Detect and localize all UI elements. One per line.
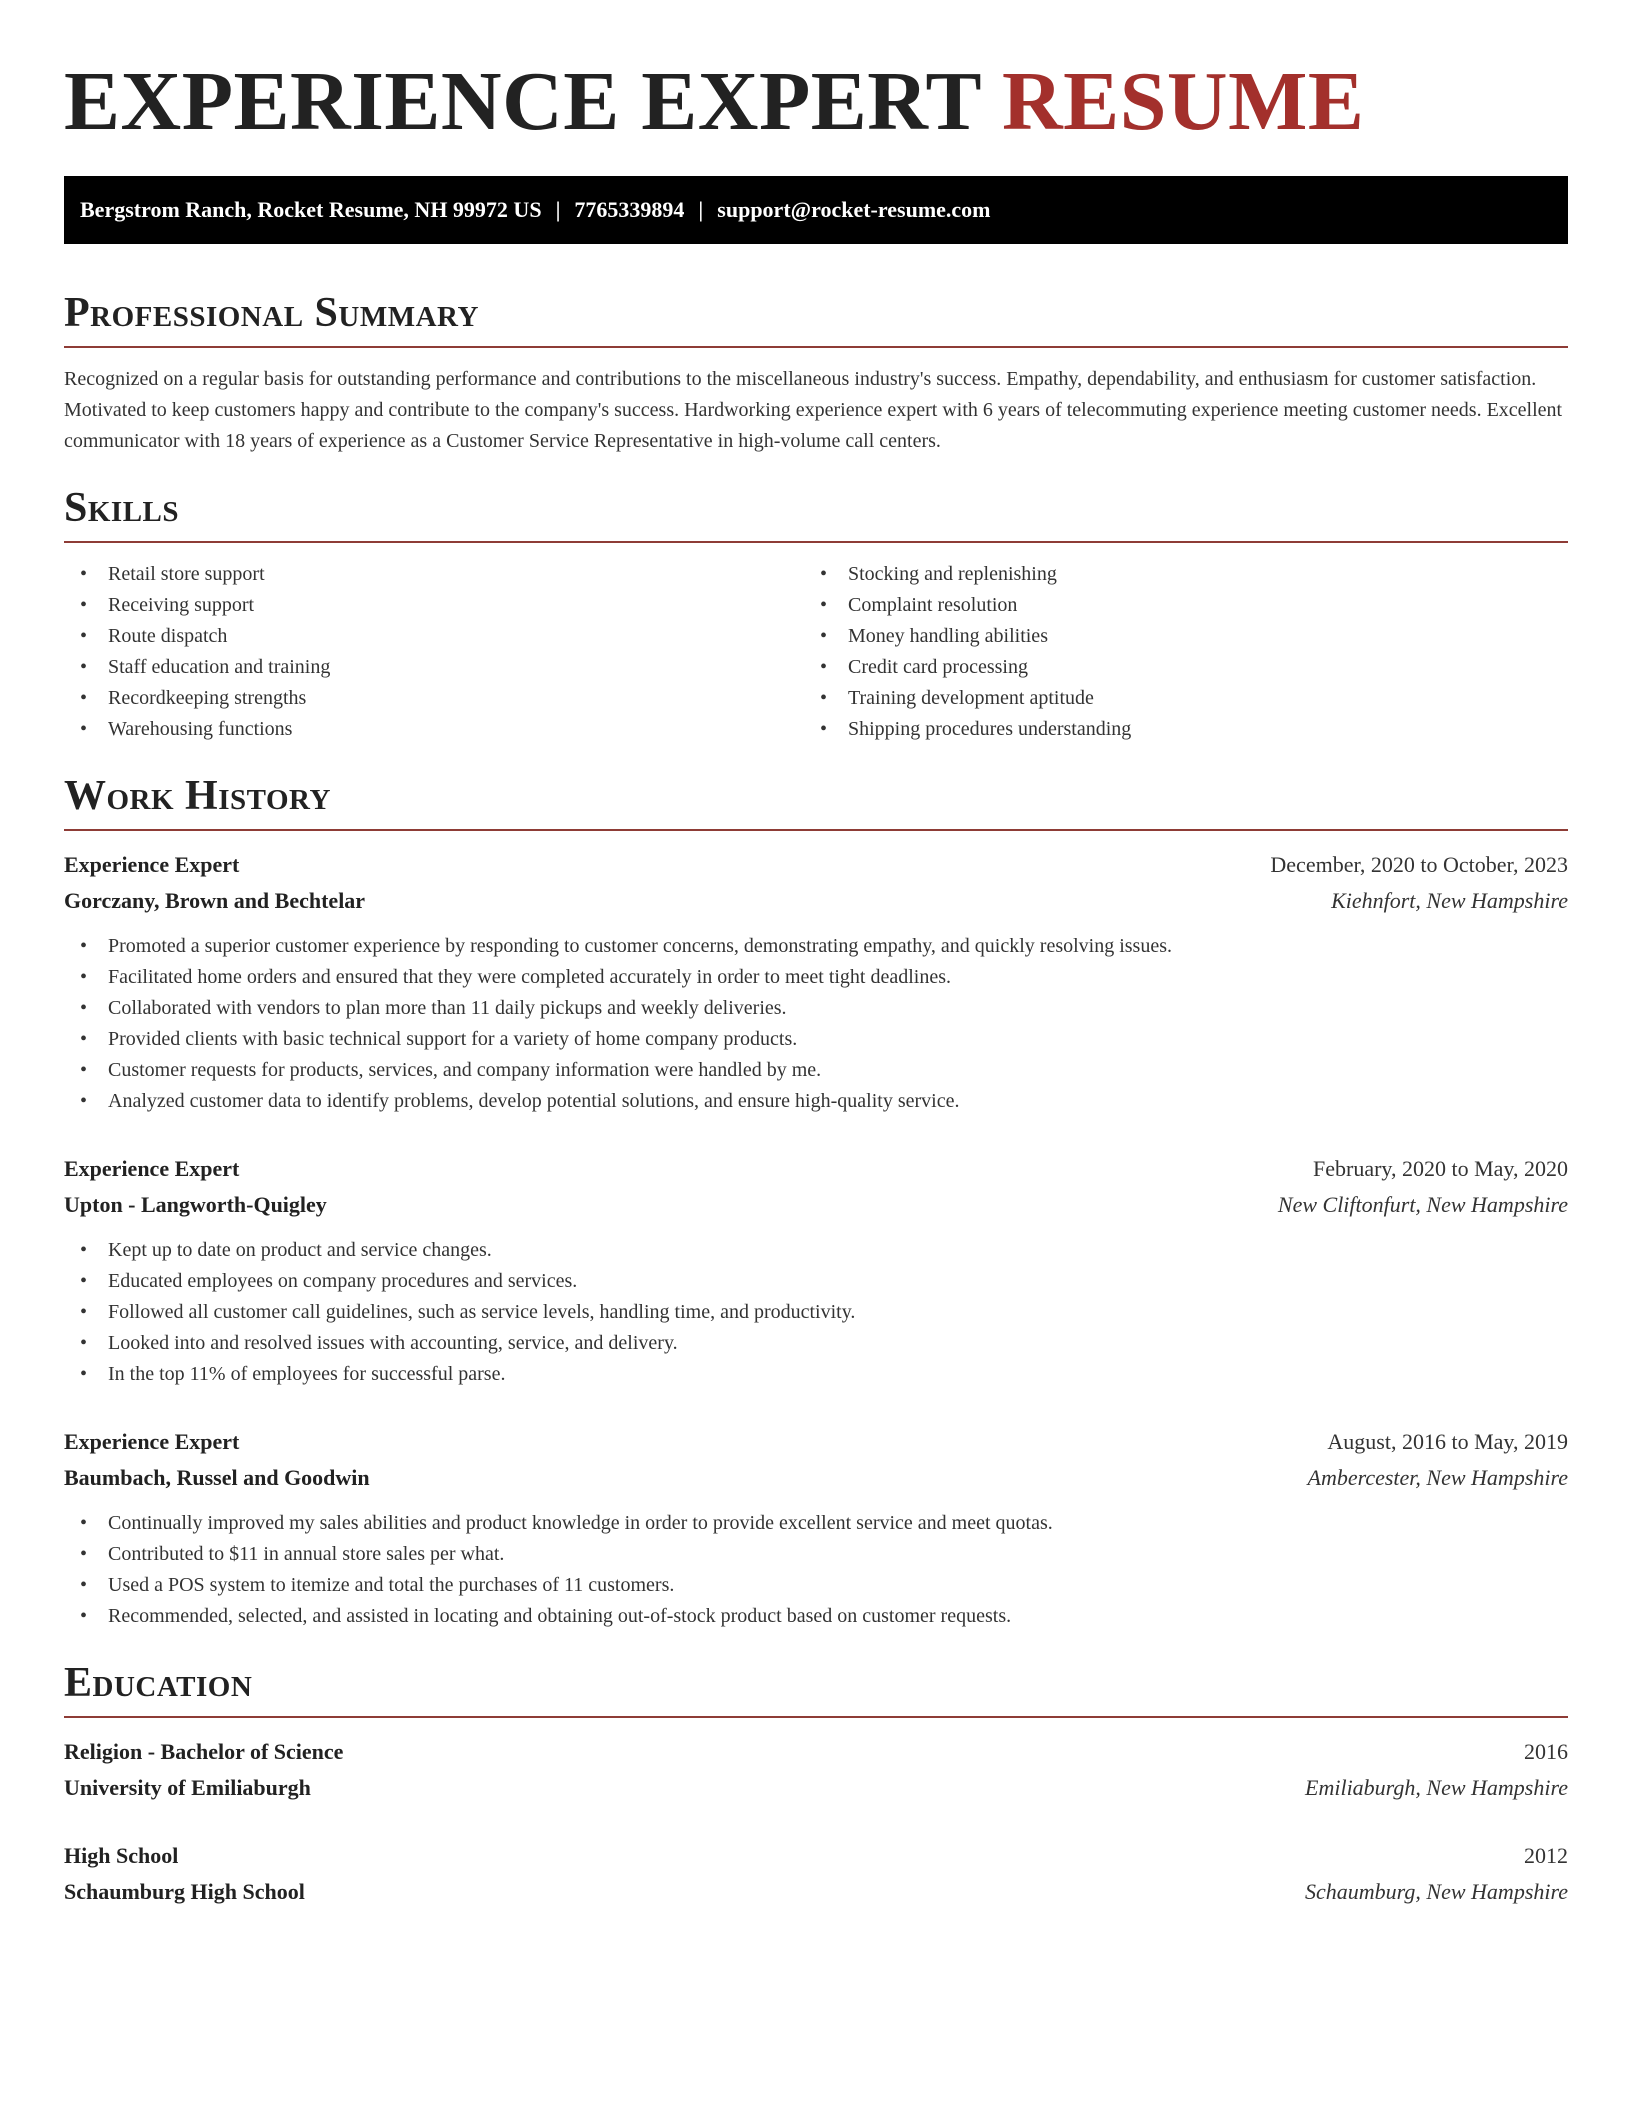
title-main: EXPERIENCE EXPERT — [64, 55, 981, 148]
work-history-heading: Work History — [64, 773, 331, 819]
resume-page — [64, 0, 1568, 1910]
job-bullet: • Provided clients with basic technical support for a variety of home company products. — [64, 1024, 1568, 1055]
skills-grid — [64, 559, 1568, 745]
job-bullets — [64, 1508, 1568, 1632]
contact-phone: 7765339894 — [574, 197, 685, 222]
job-company-row — [64, 1460, 1568, 1496]
job-bullet: • Educated employees on company procedures and services. — [64, 1266, 1568, 1297]
job-title-row — [64, 1424, 1568, 1460]
job-bullet: • Analyzed customer data to identify problems, develop potential solutions, and ensure high-quality service. — [64, 1086, 1568, 1117]
job-bullet: • Facilitated home orders and ensured that they were completed accurately in order to meet tight deadlines. — [64, 962, 1568, 993]
skill-item: • Receiving support — [64, 590, 804, 621]
job-location: New Cliftonfurt, New Hampshire — [1277, 1192, 1568, 1217]
job-bullet: • Promoted a superior customer experience by responding to customer concerns, demonstrating empathy, and quickly resolving issues. — [64, 931, 1568, 962]
job-bullet: • Continually improved my sales abilities and product knowledge in order to provide excellent service and meet quotas. — [64, 1508, 1568, 1539]
title-accent: RESUME — [1002, 55, 1365, 148]
job-location: Ambercester, New Hampshire — [1307, 1465, 1568, 1490]
job-bullet: • Followed all customer call guidelines, such as service levels, handling time, and productivity. — [64, 1297, 1568, 1328]
education-degree: Religion - Bachelor of Science — [64, 1739, 344, 1764]
skill-item: • Money handling abilities — [804, 621, 1544, 652]
skills-heading: Skills — [64, 485, 180, 531]
contact-bar — [64, 176, 1568, 244]
job-bullets — [64, 1235, 1568, 1390]
contact-email: support@rocket-resume.com — [717, 197, 991, 222]
education-location: Emiliaburgh, New Hampshire — [1305, 1775, 1568, 1800]
contact-separator: | — [698, 197, 704, 222]
section-divider — [64, 829, 1568, 831]
job-bullets — [64, 931, 1568, 1117]
contact-address: Bergstrom Ranch, Rocket Resume, NH 99972 US — [80, 197, 542, 222]
skill-item: • Complaint resolution — [804, 590, 1544, 621]
education-year: 2016 — [1524, 1739, 1568, 1764]
job-bullet: • Looked into and resolved issues with accounting, service, and delivery. — [64, 1328, 1568, 1359]
job-dates: February, 2020 to May, 2020 — [1313, 1156, 1568, 1181]
education-degree-row — [64, 1734, 1568, 1770]
job-title: Experience Expert — [64, 1429, 240, 1454]
job-company-row — [64, 1187, 1568, 1223]
education-degree: High School — [64, 1843, 179, 1868]
section-divider — [64, 1716, 1568, 1718]
skill-item: • Recordkeeping strengths — [64, 683, 804, 714]
job-bullet: • Used a POS system to itemize and total the purchases of 11 customers. — [64, 1570, 1568, 1601]
job-bullet: • Customer requests for products, services, and company information were handled by me. — [64, 1055, 1568, 1086]
education-school: Schaumburg High School — [64, 1879, 305, 1904]
summary-heading: Professional Summary — [64, 290, 479, 336]
job-title-row — [64, 847, 1568, 883]
skill-item: • Staff education and training — [64, 652, 804, 683]
education-school: University of Emiliaburgh — [64, 1775, 311, 1800]
skill-item: • Training development aptitude — [804, 683, 1544, 714]
job-entry — [64, 1151, 1568, 1390]
job-dates: December, 2020 to October, 2023 — [1270, 852, 1568, 877]
job-title: Experience Expert — [64, 852, 240, 877]
skill-item: • Retail store support — [64, 559, 804, 590]
job-bullet: • Recommended, selected, and assisted in locating and obtaining out-of-stock product based on customer requests. — [64, 1601, 1568, 1632]
job-title: Experience Expert — [64, 1156, 240, 1181]
education-degree-row — [64, 1838, 1568, 1874]
summary-text: Recognized on a regular basis for outstanding performance and contributions to the miscellaneous industry's success. Empathy, dependability, and enthusiasm for customer satisfaction. Motivated to keep customers happy and contribute to the company's success. Hardworking experience expert with 6 years of telecommuting experience meeting customer needs. Excellent communicator with 18 years of experience as a Customer Service Representative in high-volume call centers. — [64, 368, 1563, 452]
education-year: 2012 — [1524, 1843, 1568, 1868]
education-entry — [64, 1838, 1568, 1910]
section-divider — [64, 346, 1568, 348]
job-entry — [64, 847, 1568, 1117]
job-company: Upton - Langworth-Quigley — [64, 1192, 327, 1217]
job-company: Gorczany, Brown and Bechtelar — [64, 888, 366, 913]
education-location: Schaumburg, New Hampshire — [1305, 1879, 1568, 1904]
education-school-row — [64, 1874, 1568, 1910]
contact-separator: | — [555, 197, 561, 222]
job-title-row — [64, 1151, 1568, 1187]
skills-column-right — [804, 559, 1544, 745]
job-bullet: • Contributed to $11 in annual store sales per what. — [64, 1539, 1568, 1570]
job-bullet: • Kept up to date on product and service changes. — [64, 1235, 1568, 1266]
skill-item: • Shipping procedures understanding — [804, 714, 1544, 745]
skill-item: • Route dispatch — [64, 621, 804, 652]
skill-item: • Warehousing functions — [64, 714, 804, 745]
skills-column-left — [64, 559, 804, 745]
resume-title — [64, 0, 1568, 146]
job-dates: August, 2016 to May, 2019 — [1327, 1429, 1568, 1454]
education-entry — [64, 1734, 1568, 1806]
job-bullet: • In the top 11% of employees for successful parse. — [64, 1359, 1568, 1390]
skill-item: • Stocking and replenishing — [804, 559, 1544, 590]
job-location: Kiehnfort, New Hampshire — [1331, 888, 1568, 913]
education-heading: Education — [64, 1660, 253, 1706]
job-entry — [64, 1424, 1568, 1632]
skill-item: • Credit card processing — [804, 652, 1544, 683]
job-company: Baumbach, Russel and Goodwin — [64, 1465, 370, 1490]
section-divider — [64, 541, 1568, 543]
job-company-row — [64, 883, 1568, 919]
education-school-row — [64, 1770, 1568, 1806]
job-bullet: • Collaborated with vendors to plan more than 11 daily pickups and weekly deliveries. — [64, 993, 1568, 1024]
